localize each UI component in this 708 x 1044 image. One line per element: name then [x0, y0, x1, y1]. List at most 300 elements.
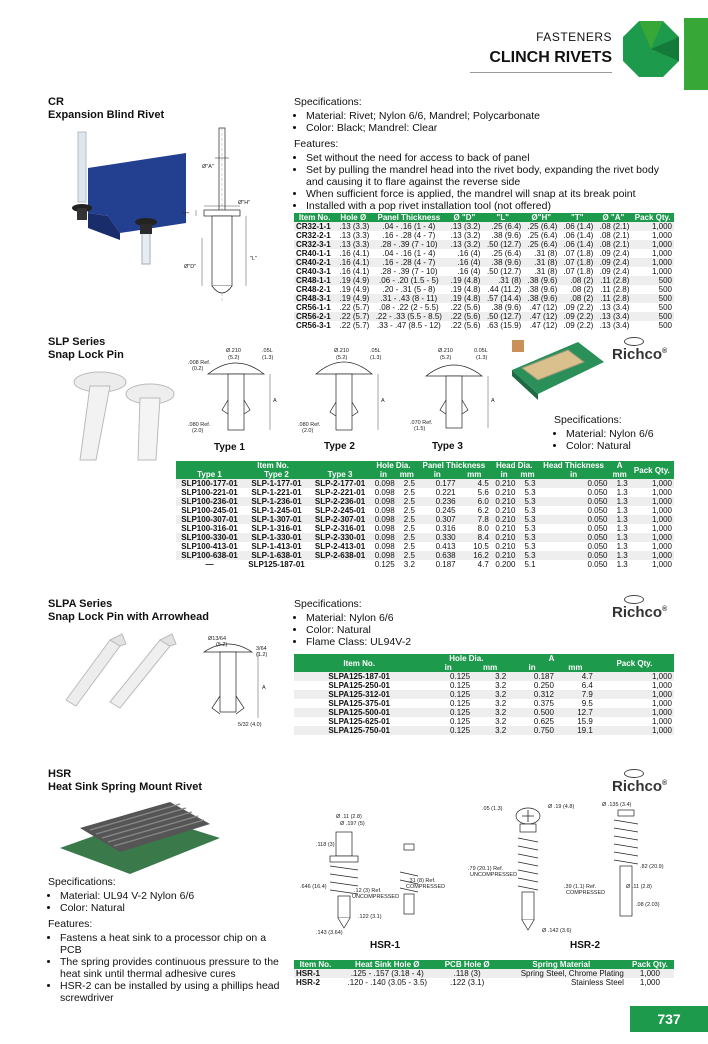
table-cell: .120 - .140 (3.05 - 3.5)	[337, 978, 438, 987]
hsr1-dim-a: Ø .11 (2.8)	[336, 814, 362, 820]
table-cell: .25 (6.4)	[523, 222, 559, 231]
table-cell: .13 (3.3)	[335, 240, 371, 249]
table-cell: 0.050	[538, 515, 610, 524]
table-cell: 5.3	[517, 551, 537, 560]
table-cell: .31 - .43 (8 - 11)	[371, 294, 446, 303]
hsr-table-header	[294, 960, 674, 969]
table-cell: 1.3	[610, 560, 630, 569]
table-cell: .16 (4)	[446, 249, 482, 258]
table-cell: .16 (4.1)	[335, 267, 371, 276]
table-cell: .08 (2)	[559, 294, 595, 303]
table-cell: .16 - .28 (4 - 7)	[371, 258, 446, 267]
slp-table	[176, 461, 674, 569]
hsr-spec-item: • Color: Natural	[60, 902, 288, 914]
table-cell: SLP100-177-01	[176, 479, 243, 488]
table-cell: 1,000	[595, 726, 674, 735]
table-cell: SLP-1-413-01	[243, 542, 310, 551]
table-cell: —	[176, 560, 243, 569]
slp-th: A	[610, 461, 630, 470]
table-row	[176, 524, 674, 533]
hsr1-dim-g: .122 (3.1)	[358, 914, 382, 920]
table-cell: CR48-2-1	[294, 285, 335, 294]
table-cell: SLP-1-221-01	[243, 488, 310, 497]
table-cell: .22 (5.6)	[446, 303, 482, 312]
slp-t3-ref: .070 Ref.	[410, 420, 433, 426]
table-cell: .16 (4)	[446, 258, 482, 267]
table-cell: .13 (3.2)	[446, 231, 482, 240]
table-cell: .28 - .39 (7 - 10)	[371, 240, 446, 249]
slp-pin-photo	[60, 368, 184, 468]
slpa-specs	[294, 598, 514, 648]
table-cell: SLP100-316-01	[176, 524, 243, 533]
table-cell: 0.098	[370, 497, 397, 506]
table-cell: .08 (2)	[559, 285, 595, 294]
richco-emblem-icon	[624, 337, 644, 346]
hsr-table	[294, 960, 674, 987]
cr-th: "L"	[482, 213, 523, 222]
table-cell: 1,000	[630, 506, 674, 515]
slp-board-photo	[508, 334, 604, 406]
table-cell: 3.2	[397, 560, 417, 569]
table-cell: .31 (8)	[523, 267, 559, 276]
slp-t3-dia: Ø.210	[438, 348, 453, 354]
slp-t3-ref-mm: (1.5)	[414, 426, 426, 432]
table-row	[294, 312, 674, 321]
table-cell: 7.8	[458, 515, 491, 524]
table-cell: .50 (12.7)	[482, 312, 523, 321]
slp-type2-drawing	[298, 344, 394, 444]
table-row	[294, 231, 674, 240]
hsr2-dim-d2: UNCOMPRESSED	[470, 872, 518, 878]
hsr1-drawing	[300, 810, 446, 940]
hsr-th: PCB Hole Ø	[438, 960, 497, 969]
hsr2-dim-e1: .39 (1.1) Ref.	[564, 884, 597, 890]
table-cell: 1,000	[626, 978, 674, 987]
hsr1-label: HSR-1	[370, 940, 401, 951]
table-cell: SLP-1-307-01	[243, 515, 310, 524]
table-cell: .19 (4.8)	[446, 285, 482, 294]
table-cell: 1,000	[630, 488, 674, 497]
slp-t2-dia-mm: (5.2)	[336, 355, 348, 361]
cr-spec-heading: Specifications:	[294, 96, 362, 108]
hsr1-dim-e1: .12 (3) Ref.	[354, 888, 382, 894]
table-cell: .19 (4.9)	[335, 294, 371, 303]
table-row	[294, 222, 674, 231]
slp-type1-drawing	[188, 344, 284, 444]
hsr-feature-item: • Fastens a heat sink to a processor chip on a PCB	[60, 932, 288, 956]
table-cell: 4.7	[458, 560, 491, 569]
cr-th: Item No.	[294, 213, 335, 222]
cr-title: Expansion Blind Rivet	[48, 109, 165, 121]
table-cell: 9.5	[556, 699, 595, 708]
slp-th: Head Thickness	[538, 461, 610, 470]
table-row	[294, 258, 674, 267]
table-cell: 0.125	[424, 726, 472, 735]
page-title: CLINCH RIVETS	[489, 49, 612, 66]
slpa-logo-text: Richco	[612, 604, 663, 621]
slp-t1-ref-mm: (0.2)	[192, 366, 204, 372]
table-cell: CR56-2-1	[294, 312, 335, 321]
table-row	[294, 699, 674, 708]
table-cell: .118 (3)	[438, 969, 497, 978]
table-cell: 1,000	[631, 258, 674, 267]
table-cell: 1,000	[630, 497, 674, 506]
table-cell: .16 (4)	[446, 267, 482, 276]
table-cell: 0.200	[491, 560, 518, 569]
table-cell: .07 (1.8)	[559, 249, 595, 258]
table-cell: 0.330	[417, 533, 458, 542]
table-cell: .13 (3.4)	[595, 312, 631, 321]
header-divider	[470, 72, 612, 73]
table-cell: .08 (2)	[559, 276, 595, 285]
table-cell: .13 (3.2)	[446, 240, 482, 249]
table-cell: 0.236	[417, 497, 458, 506]
slp-specs	[554, 414, 694, 452]
table-cell: SLP-1-316-01	[243, 524, 310, 533]
slp-spec-item: • Material: Nylon 6/6	[566, 428, 694, 440]
cr-th: Ø "A"	[595, 213, 631, 222]
hsr-richco-logo: Richco®	[612, 778, 667, 795]
slpa-th: Item No.	[294, 654, 424, 672]
table-cell: SLP-2-245-01	[310, 506, 370, 515]
header-category: FASTENERS	[536, 30, 612, 44]
table-cell: 1,000	[631, 267, 674, 276]
table-cell: 1,000	[630, 479, 674, 488]
table-cell: 1,000	[630, 551, 674, 560]
table-cell: 0.050	[538, 551, 610, 560]
hsr-feature-item: • HSR-2 can be installed by using a phillips head screwdriver	[60, 980, 288, 1004]
table-cell: 2.5	[397, 497, 417, 506]
table-cell: 0.050	[538, 524, 610, 533]
table-cell: SLP125-187-01	[243, 560, 310, 569]
cr-th: Hole Ø	[335, 213, 371, 222]
slp-t3-dia-mm: (5.2)	[440, 355, 452, 361]
hsr-spec-item: • Material: UL94 V-2 Nylon 6/6	[60, 890, 288, 902]
table-cell: .08 - .22 (2 - 5.5)	[371, 303, 446, 312]
table-cell: 3.2	[472, 699, 508, 708]
table-row	[176, 497, 674, 506]
table-cell: 5.3	[517, 506, 537, 515]
hsr2-dim-f: Ø .11 (2.8)	[626, 884, 652, 890]
table-cell: .19 (4.8)	[446, 294, 482, 303]
table-cell: .125 - .157 (3.18 - 4)	[337, 969, 438, 978]
table-cell: 1,000	[595, 690, 674, 699]
table-cell: .09 (2.4)	[595, 267, 631, 276]
hsr-title: Heat Sink Spring Mount Rivet	[48, 781, 203, 793]
table-cell: SLP100-236-01	[176, 497, 243, 506]
hsr1-dim-c: .118 (3)	[316, 842, 335, 848]
slp-sub-th: in	[538, 470, 610, 479]
table-cell: SLPA125-750-01	[294, 726, 424, 735]
table-row	[294, 249, 674, 258]
slpa-sub-th: mm	[472, 663, 508, 672]
table-cell: .06 (1.4)	[559, 222, 595, 231]
table-cell: Spring Steel, Chrome Plating	[497, 969, 626, 978]
table-cell: SLPA125-375-01	[294, 699, 424, 708]
table-cell: CR32-3-1	[294, 240, 335, 249]
table-cell: Stainless Steel	[497, 978, 626, 987]
slp-t2-ref: .080 Ref.	[298, 422, 321, 428]
table-cell: .11 (2.8)	[595, 276, 631, 285]
table-cell: .07 (1.8)	[559, 258, 595, 267]
slp-logo-text: Richco	[612, 346, 663, 363]
table-cell: CR48-3-1	[294, 294, 335, 303]
table-cell: 1.3	[610, 524, 630, 533]
slp-sub-th: Type 1	[176, 470, 243, 479]
table-cell: SLP100-221-01	[176, 488, 243, 497]
table-cell: 0.500	[508, 708, 556, 717]
table-cell: 2.5	[397, 524, 417, 533]
table-cell: 4.7	[556, 672, 595, 681]
table-cell: .07 (1.8)	[559, 267, 595, 276]
hsr1-dim-f2: COMPRESSED	[406, 884, 446, 890]
table-cell: 500	[631, 294, 674, 303]
table-row	[294, 726, 674, 735]
table-cell: 1.3	[610, 533, 630, 542]
slp-sub-th: in	[370, 470, 397, 479]
table-cell: SLP100-307-01	[176, 515, 243, 524]
table-cell: 2.5	[397, 533, 417, 542]
table-cell: 5.3	[517, 479, 537, 488]
table-cell: 0.125	[424, 690, 472, 699]
table-cell: 0.098	[370, 533, 397, 542]
table-cell: .31 (8)	[523, 258, 559, 267]
slpa-dim-a: A	[262, 685, 266, 691]
table-cell: 0.210	[491, 479, 518, 488]
slp-th: Panel Thickness	[417, 461, 491, 470]
cr-title-code: CR	[48, 96, 64, 108]
hsr-features-heading: Features:	[48, 918, 93, 930]
table-row	[176, 515, 674, 524]
table-cell: .16 (4.1)	[335, 249, 371, 258]
slp-section-title	[48, 336, 124, 362]
table-cell: 0.187	[417, 560, 458, 569]
cr-th: Ø"H"	[523, 213, 559, 222]
table-row	[176, 479, 674, 488]
cr-rivet-drawing	[182, 118, 268, 308]
slpa-dim-h: 3/64	[256, 646, 267, 652]
table-cell: SLP-2-307-01	[310, 515, 370, 524]
table-cell: CR40-3-1	[294, 267, 335, 276]
table-cell: 1,000	[631, 240, 674, 249]
table-cell: 0.210	[491, 551, 518, 560]
table-cell: 0.413	[417, 542, 458, 551]
table-cell: .22 (5.7)	[335, 303, 371, 312]
table-cell: .50 (12.7)	[482, 267, 523, 276]
table-cell: SLP-1-177-01	[243, 479, 310, 488]
table-cell: 1,000	[630, 524, 674, 533]
table-cell: 0.050	[538, 533, 610, 542]
table-cell: 1,000	[595, 708, 674, 717]
table-row	[294, 303, 674, 312]
hsr-table-body	[294, 969, 674, 987]
slp-t2-ref-mm: (2.0)	[302, 428, 314, 434]
slpa-table-body	[294, 672, 674, 735]
slp-sub-th: mm	[610, 470, 630, 479]
table-cell: SLP-2-221-01	[310, 488, 370, 497]
table-cell: 2.5	[397, 479, 417, 488]
table-cell: 1,000	[630, 515, 674, 524]
table-cell: 3.2	[472, 717, 508, 726]
table-cell: 0.210	[491, 515, 518, 524]
cr-feature-item: • Set without the need for access to back of panel	[306, 152, 694, 164]
table-cell: .09 (2.4)	[595, 249, 631, 258]
slp-th: Pack Qty.	[630, 461, 674, 479]
hsr1-dim-d: .646 (16.4)	[300, 884, 327, 890]
table-cell: .13 (3.4)	[595, 321, 631, 330]
table-cell: .13 (3.4)	[595, 303, 631, 312]
hsr-specs	[48, 876, 288, 914]
table-row	[294, 276, 674, 285]
slpa-spec-item: • Flame Class: UL94V-2	[306, 636, 514, 648]
hsr-th: Spring Material	[497, 960, 626, 969]
table-row	[294, 681, 674, 690]
table-cell: 1.3	[610, 515, 630, 524]
table-cell: 0.125	[424, 708, 472, 717]
table-cell: .57 (14.4)	[482, 294, 523, 303]
slp-sub-th: Type 2	[243, 470, 310, 479]
table-cell: 0.316	[417, 524, 458, 533]
table-cell: 4.5	[458, 479, 491, 488]
slp-th: Hole Dia.	[370, 461, 417, 470]
table-cell: .06 (1.4)	[559, 231, 595, 240]
table-cell: 6.4	[556, 681, 595, 690]
table-row	[176, 542, 674, 551]
hsr2-dim-g: .82 (20.9)	[640, 864, 664, 870]
table-cell: SLP-2-413-01	[310, 542, 370, 551]
table-row	[176, 560, 674, 569]
slp-type3-label: Type 3	[432, 441, 463, 452]
table-cell: 5.3	[517, 524, 537, 533]
hsr-th: Pack Qty.	[626, 960, 674, 969]
cr-features-heading: Features:	[294, 138, 339, 150]
table-cell: 1,000	[595, 699, 674, 708]
table-cell: 0.125	[424, 681, 472, 690]
table-row	[294, 294, 674, 303]
table-cell: 500	[631, 276, 674, 285]
hsr2-label: HSR-2	[570, 940, 601, 951]
richco-emblem-icon	[624, 769, 644, 778]
table-cell: SLP-1-330-01	[243, 533, 310, 542]
cr-spec-item: • Color: Black; Mandrel: Clear	[306, 122, 684, 134]
slp-sub-th: mm	[458, 470, 491, 479]
table-row	[294, 240, 674, 249]
hsr2-drawing	[468, 800, 664, 940]
table-cell: SLP-1-245-01	[243, 506, 310, 515]
table-cell: .47 (12)	[523, 303, 559, 312]
table-cell: 0.210	[491, 542, 518, 551]
table-cell: 15.9	[556, 717, 595, 726]
table-cell: .04 - .16 (1 - 4)	[371, 222, 446, 231]
slp-sub-th: in	[417, 470, 458, 479]
table-cell: 5.6	[458, 488, 491, 497]
table-cell: 3.2	[472, 681, 508, 690]
slpa-spec-item: • Material: Nylon 6/6	[306, 612, 514, 624]
hsr1-dim-f1: .31 (8) Ref.	[408, 878, 436, 884]
slpa-th: Hole Dia.	[424, 654, 508, 663]
table-cell: .47 (12)	[523, 321, 559, 330]
table-cell: 0.210	[491, 524, 518, 533]
table-cell: .38 (9.6)	[523, 276, 559, 285]
table-cell: CR56-3-1	[294, 321, 335, 330]
hsr2-dim-b: Ø .19 (4.8)	[548, 804, 575, 810]
table-cell: 0.210	[491, 533, 518, 542]
table-cell: 1,000	[595, 672, 674, 681]
hsr-section-title	[48, 768, 202, 794]
slp-t1-ref: .008 Ref.	[188, 360, 211, 366]
table-cell: SLP100-638-01	[176, 551, 243, 560]
table-cell: 2.5	[397, 551, 417, 560]
table-cell: 7.9	[556, 690, 595, 699]
table-cell: 5.3	[517, 488, 537, 497]
table-cell: 1.3	[610, 542, 630, 551]
table-cell: 5.3	[517, 542, 537, 551]
table-cell: 16.2	[458, 551, 491, 560]
cr-section-title	[48, 96, 164, 122]
page-number: 737	[630, 1006, 708, 1032]
table-cell: .28 - .39 (7 - 10)	[371, 267, 446, 276]
table-cell: 5.3	[517, 515, 537, 524]
slpa-table-group-header	[294, 654, 674, 663]
table-row	[294, 708, 674, 717]
slpa-sub-th: mm	[556, 663, 595, 672]
table-cell: .11 (2.8)	[595, 285, 631, 294]
table-cell: 1,000	[595, 681, 674, 690]
table-cell: 10.5	[458, 542, 491, 551]
table-cell: 1.3	[610, 497, 630, 506]
table-cell: .19 (4.8)	[446, 276, 482, 285]
table-cell: .08 (2.1)	[595, 231, 631, 240]
hsr-features	[48, 918, 288, 1004]
table-row	[294, 978, 674, 987]
table-cell: SLP100-330-01	[176, 533, 243, 542]
table-cell: .09 (2.2)	[559, 321, 595, 330]
table-cell: 0.098	[370, 506, 397, 515]
table-cell: 6.0	[458, 497, 491, 506]
table-cell: .13 (3.3)	[335, 231, 371, 240]
table-cell: 8.0	[458, 524, 491, 533]
table-row	[176, 506, 674, 515]
table-cell: .09 (2.4)	[595, 258, 631, 267]
slp-sub-th: mm	[397, 470, 417, 479]
table-cell: 1,000	[630, 533, 674, 542]
cr-feature-item: • Installed with a pop rivet installation tool (not offered)	[306, 200, 694, 212]
table-row	[176, 488, 674, 497]
table-cell: .63 (15.9)	[482, 321, 523, 330]
table-cell: .09 (2.2)	[559, 303, 595, 312]
slp-title-code: SLP Series	[48, 336, 106, 348]
table-cell: CR32-1-1	[294, 222, 335, 231]
slp-t1-ref2-mm: (2.0)	[192, 428, 204, 434]
table-cell: .16 (4.1)	[335, 258, 371, 267]
table-cell: .13 (3.3)	[335, 222, 371, 231]
cr-th: Ø "D"	[446, 213, 482, 222]
cr-th: Panel Thickness	[371, 213, 446, 222]
cr-spec-item: • Material: Rivet; Nylon 6/6, Mandrel; Polycarbonate	[306, 110, 684, 122]
table-cell: SLP-2-316-01	[310, 524, 370, 533]
cr-table	[294, 213, 674, 330]
slp-richco-logo: Richco®	[612, 346, 667, 363]
table-cell: .19 (4.9)	[335, 285, 371, 294]
table-cell: 0.250	[508, 681, 556, 690]
table-row	[294, 969, 674, 978]
table-cell: CR32-2-1	[294, 231, 335, 240]
table-cell: 0.638	[417, 551, 458, 560]
table-cell: 0.187	[508, 672, 556, 681]
table-cell: 0.210	[491, 497, 518, 506]
table-cell: SLP100-413-01	[176, 542, 243, 551]
richco-emblem-icon	[624, 595, 644, 604]
